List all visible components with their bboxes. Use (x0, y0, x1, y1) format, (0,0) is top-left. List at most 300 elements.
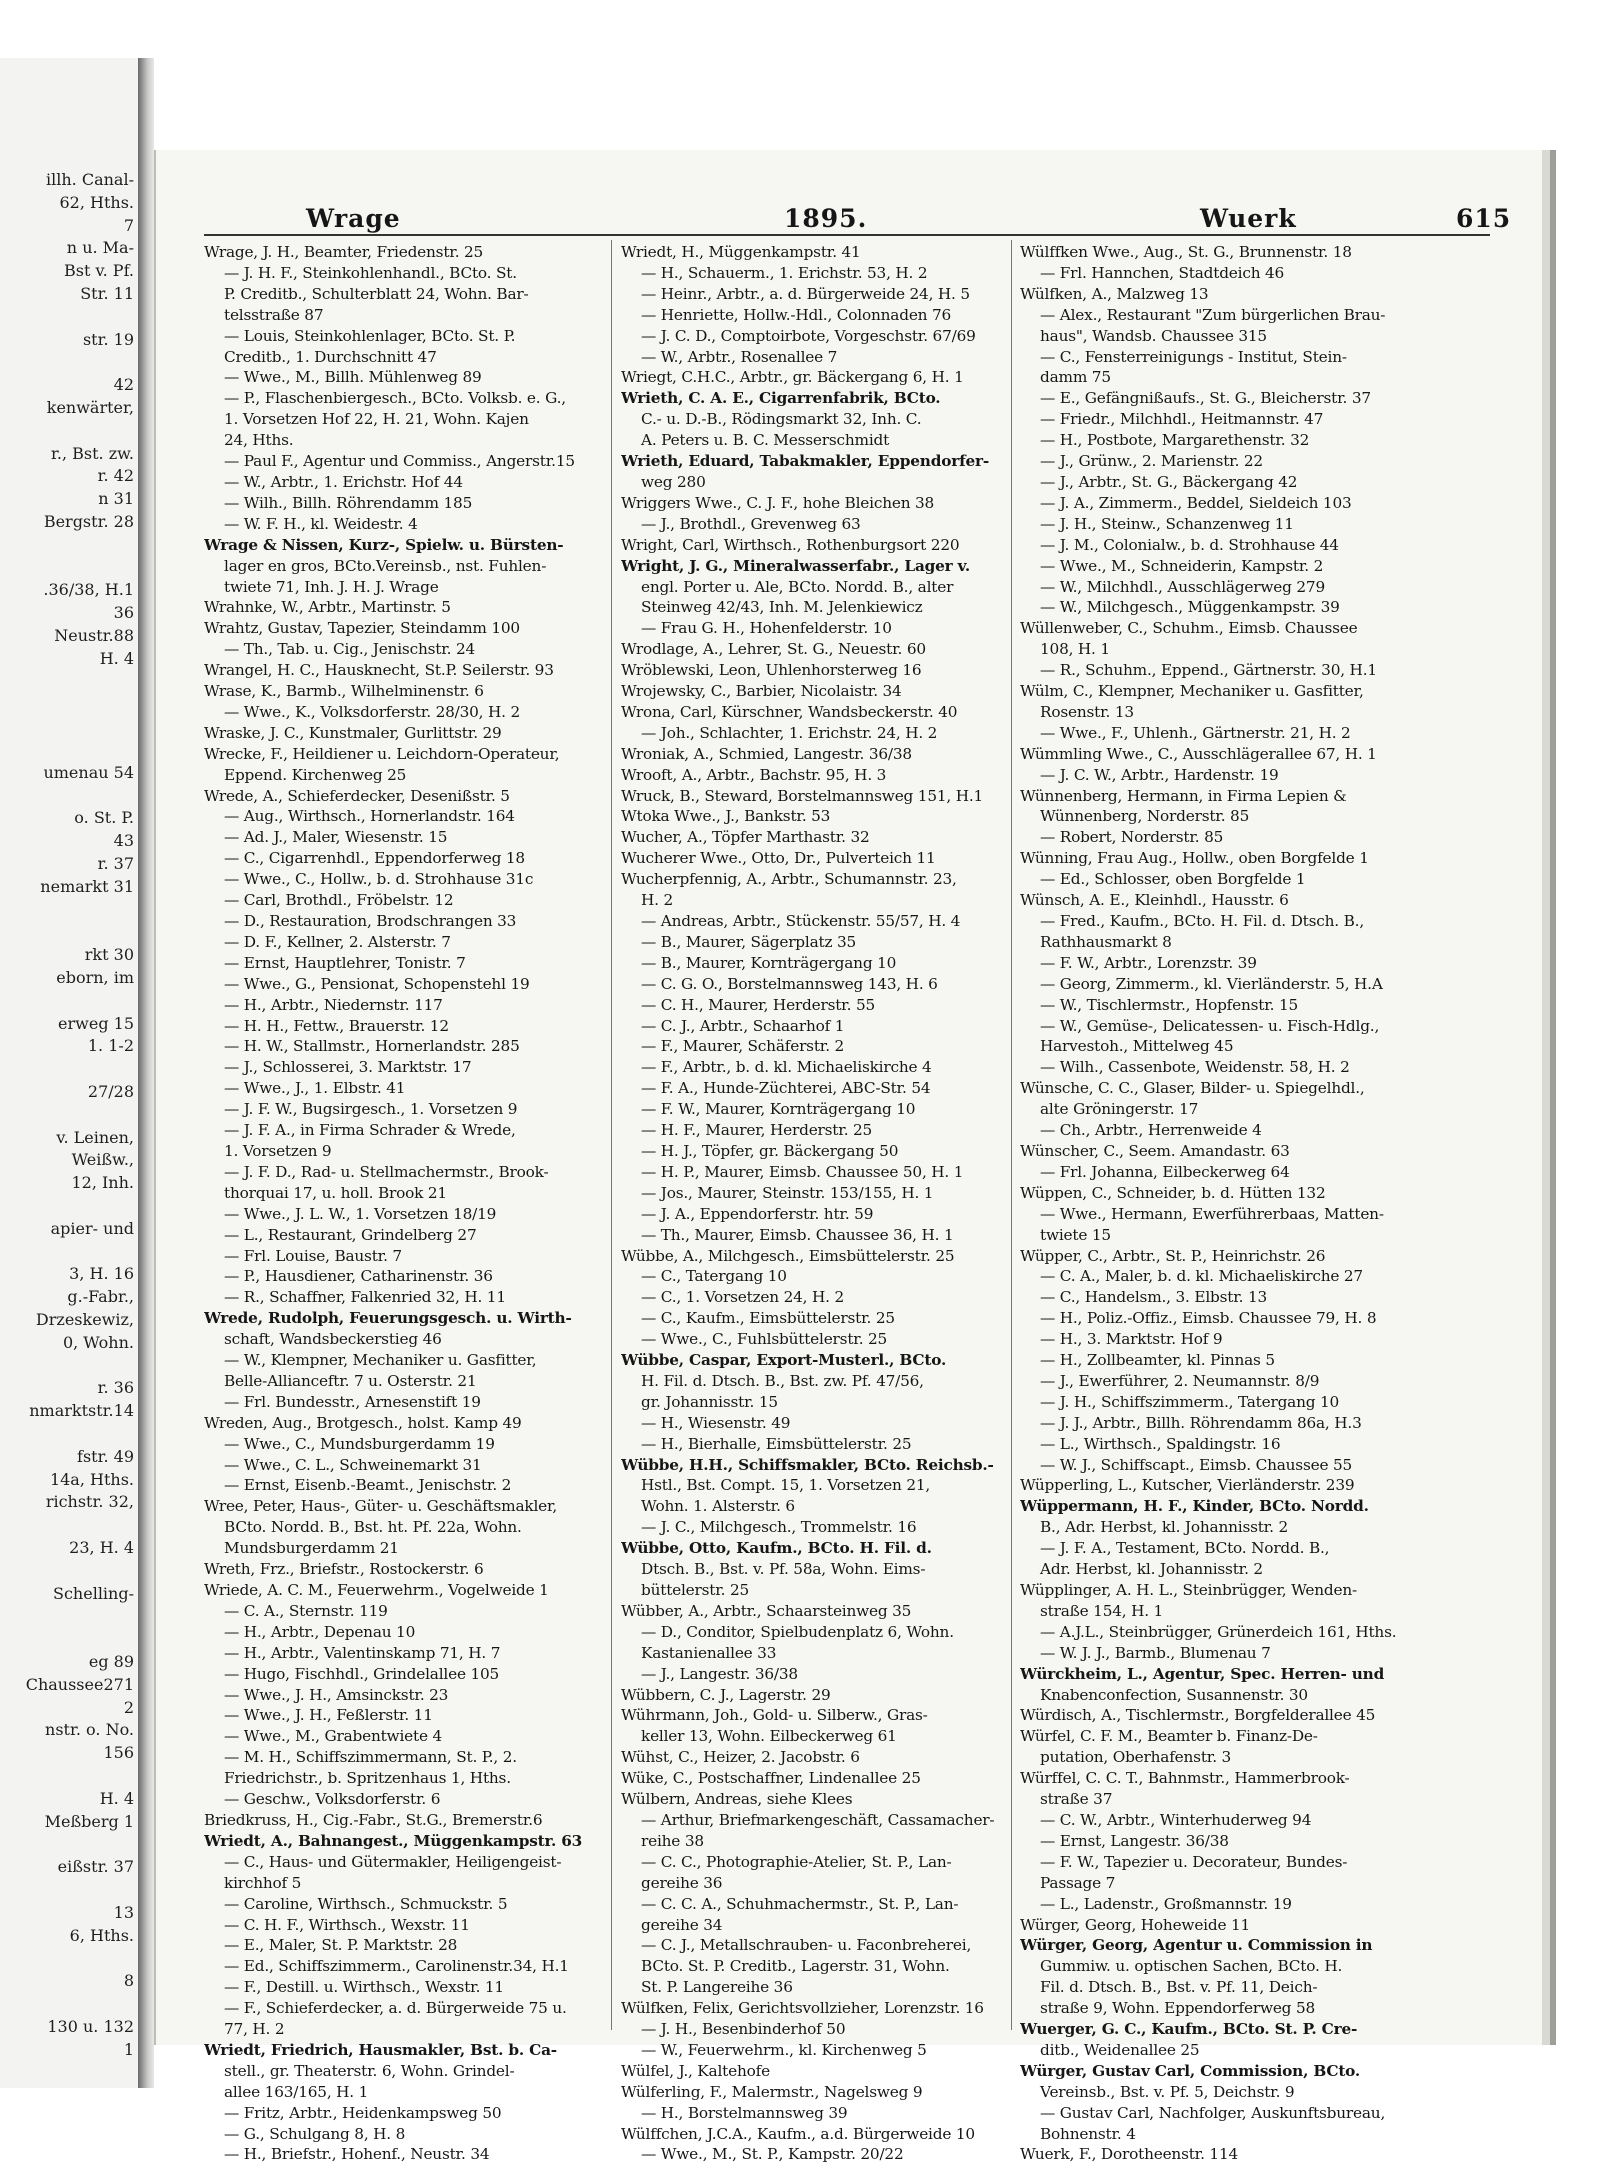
directory-entry-line: lager en gros, BCto.Vereinsb., nst. Fuhlen- (224, 556, 547, 575)
directory-entry-line: Wülferling, F., Malermstr., Nagelsweg 9 (621, 2082, 923, 2101)
directory-entry-line: Wriede, A. C. M., Feuerwehrm., Vogelweide 1 (204, 1581, 549, 1599)
prev-page-line: 14a, Hths. (49, 1469, 134, 1489)
directory-entry-line: — Frau G. H., Hohenfelderstr. 10 (641, 619, 892, 638)
directory-entry-line: Würfel, C. F. M., Beamter b. Finanz-De- (1020, 1727, 1318, 1746)
directory-entry-line: Wrahnke, W., Arbtr., Martinstr. 5 (204, 598, 451, 617)
directory-entry-line: — B., Maurer, Kornträgergang 10 (641, 953, 897, 972)
directory-entry-line: — Wwe., K., Volksdorferstr. 28/30, H. 2 (224, 702, 520, 721)
prev-page-line: richstr. 32, (45, 1492, 134, 1512)
prev-page-line (0, 307, 134, 327)
directory-entry-line: Knabenconfection, Susannenstr. 30 (1040, 1685, 1308, 1704)
prev-page-line: Weißw., (71, 1150, 134, 1170)
directory-entry-line: Wroniak, A., Schmied, Langestr. 36/38 (621, 744, 912, 763)
directory-entry-line: Rosenstr. 13 (1040, 702, 1134, 721)
directory-entry-line: straße 9, Wohn. Eppendorferweg 58 (1040, 1999, 1316, 2018)
directory-entry-line: — H., Zollbeamter, kl. Pinnas 5 (1040, 1351, 1275, 1370)
directory-entry-line: Wrona, Carl, Kürschner, Wandsbeckerstr. 40 (621, 702, 958, 721)
directory-entry-line: — Wwe., M., Grabentwiete 4 (224, 1727, 442, 1746)
directory-entry-line: — J. C. D., Comptoirbote, Vorgeschstr. 67/69 (641, 326, 976, 345)
directory-entry-line: — C., Tatergang 10 (641, 1267, 787, 1286)
prev-page-line: kenwärter, (46, 398, 134, 417)
directory-entry-line: — C., Kaufm., Eimsbüttelerstr. 25 (641, 1309, 895, 1328)
prev-page-line (0, 1059, 134, 1079)
directory-entry-line: Wrage, J. H., Beamter, Friedenstr. 25 (204, 243, 484, 261)
directory-entry-line: Wright, J. G., Mineralwasserfabr., Lager v. (621, 556, 970, 575)
directory-entry-line: Würffel, C. C. T., Bahnmstr., Hammerbrook- (1020, 1769, 1350, 1788)
directory-entry-line: — Wwe., M., Billh. Mühlenweg 89 (224, 368, 482, 387)
directory-entry-line: — R., Schuhm., Eppend., Gärtnerstr. 30, H.1 (1040, 661, 1377, 680)
prev-page-line: 130 u. 132 (47, 2016, 134, 2036)
directory-entry-line: — Ernst, Hauptlehrer, Tonistr. 7 (224, 953, 466, 972)
directory-entry-line: Wruck, B., Steward, Borstelmannsweg 151, H.1 (621, 786, 984, 805)
prev-page-line (0, 1948, 134, 1968)
prev-page-line (0, 1424, 134, 1444)
directory-entry-line: haus", Wandsb. Chaussee 315 (1040, 326, 1267, 345)
directory-page (154, 150, 1542, 2164)
directory-entry-line: Wünsch, A. E., Kleinhdl., Hausstr. 6 (1020, 891, 1289, 910)
column-divider (611, 240, 612, 2030)
directory-entry-line: — J. C. W., Arbtr., Hardenstr. 19 (1040, 765, 1279, 784)
directory-entry-line: Wraske, J. C., Kunstmaler, Gurlittstr. 29 (204, 723, 502, 742)
directory-entry-line: Wohn. 1. Alsterstr. 6 (641, 1497, 795, 1516)
directory-entry-line: Wuerger, G. C., Kaufm., BCto. St. P. Cre- (1020, 2020, 1358, 2039)
directory-entry-line: — W., Arbtr., Rosenallee 7 (641, 347, 838, 366)
directory-entry-line: — R., Schaffner, Falkenried 32, H. 11 (224, 1288, 506, 1307)
directory-entry-line: straße 37 (1040, 1790, 1113, 1809)
prev-page-line: o. St. P. (74, 808, 134, 828)
directory-entry-line: Wucher, A., Töpfer Marthastr. 32 (621, 828, 870, 847)
directory-entry-line: — C. G. O., Borstelmannsweg 143, H. 6 (641, 974, 938, 993)
directory-entry-line: — H., Poliz.-Offiz., Eimsb. Chaussee 79, H. 8 (1040, 1309, 1377, 1328)
directory-entry-line: Mundsburgerdamm 21 (224, 1539, 399, 1558)
directory-entry-line: Wrahtz, Gustav, Tapezier, Steindamm 100 (204, 619, 520, 638)
directory-entry-line: keller 13, Wohn. Eilbeckerweg 61 (641, 1727, 897, 1746)
prev-page-line: r. 42 (97, 466, 134, 486)
directory-entry-line: — Paul F., Agentur und Commiss., Angerstr.15 (224, 452, 575, 471)
directory-entry-line: Wriedt, Friedrich, Hausmakler, Bst. b. Ca- (204, 2040, 557, 2059)
directory-entry-line: Wüppermann, H. F., Kinder, BCto. Nordd. (1020, 1497, 1369, 1516)
directory-entry-line: — Robert, Norderstr. 85 (1040, 828, 1224, 847)
directory-entry-line: — Wwe., J. H., Amsinckstr. 23 (224, 1685, 449, 1704)
directory-entry-line: Wübbe, Otto, Kaufm., BCto. H. Fil. d. (621, 1539, 932, 1558)
directory-entry-line: — H. P., Maurer, Eimsb. Chaussee 50, H. 1 (641, 1162, 964, 1181)
directory-entry-line: BCto. Nordd. B., Bst. ht. Pf. 22a, Wohn. (224, 1518, 522, 1537)
prev-page-line: Neustr.88 (54, 626, 134, 645)
directory-entry-line: Wrecke, F., Heildiener u. Leichdorn-Operateur, (204, 744, 560, 763)
directory-entry-line: — Caroline, Wirthsch., Schmuckstr. 5 (224, 1894, 508, 1913)
directory-entry-line: Wröblewski, Leon, Uhlenhorsterweg 16 (621, 661, 922, 680)
directory-entry-line: — Wwe., J. L. W., 1. Vorsetzen 18/19 (224, 1204, 497, 1223)
directory-entry-line: — J. J., Arbtr., Billh. Röhrendamm 86a, H.3 (1040, 1413, 1362, 1432)
directory-entry-line: — Arthur, Briefmarkengeschäft, Cassamacher- (641, 1810, 995, 1829)
directory-entry-line: — H., Schauerm., 1. Erichstr. 53, H. 2 (641, 263, 928, 282)
directory-entry-line: telsstraße 87 (224, 305, 324, 324)
directory-entry-line: — J. H., Schiffszimmerm., Tatergang 10 (1040, 1392, 1340, 1411)
directory-entry-line: Wreth, Frz., Briefstr., Rostockerstr. 6 (204, 1560, 484, 1579)
directory-entry-line: Wreden, Aug., Brotgesch., holst. Kamp 49 (204, 1413, 522, 1432)
prev-page-line: r. 37 (97, 854, 134, 873)
prev-page-line: Schelling- (53, 1583, 134, 1603)
directory-entry-line: — Gustav Carl, Nachfolger, Auskunftsbureau, (1040, 2103, 1386, 2122)
page-number: 615 (1456, 204, 1512, 233)
prev-page-line: n u. Ma- (66, 238, 134, 258)
directory-entry-line: — H., 3. Marktstr. Hof 9 (1040, 1330, 1223, 1349)
directory-entry-line: Würger, Georg, Hoheweide 11 (1020, 1915, 1251, 1934)
directory-entry-line: — Wilh., Cassenbote, Weidenstr. 58, H. 2 (1040, 1058, 1350, 1077)
directory-entry-line: — J., Ewerführer, 2. Neumannstr. 8/9 (1040, 1371, 1320, 1390)
directory-entry-line: Wülbern, Andreas, siehe Klees (621, 1790, 853, 1809)
directory-entry-line: Wright, Carl, Wirthsch., Rothenburgsort 220 (621, 535, 960, 554)
directory-entry-line: — C., Cigarrenhdl., Eppendorferweg 18 (224, 849, 525, 868)
directory-entry-line: — H. W., Stallmstr., Hornerlandstr. 285 (224, 1037, 520, 1056)
directory-entry-line: straße 154, H. 1 (1040, 1601, 1164, 1620)
directory-entry-line: — Wwe., F., Uhlenh., Gärtnerstr. 21, H. 2 (1040, 723, 1351, 742)
directory-entry-line: C.- u. D.-B., Rödingsmarkt 32, Inh. C. (641, 410, 922, 429)
prev-page-line (0, 991, 134, 1011)
directory-entry-line: Wührmann, Joh., Gold- u. Silberw., Gras- (621, 1706, 928, 1725)
directory-entry-line: — J. F. A., Testament, BCto. Nordd. B., (1040, 1539, 1330, 1558)
directory-entry-line: — Joh., Schlachter, 1. Erichstr. 24, H. 2 (641, 723, 938, 742)
directory-entry-line: Wübber, A., Arbtr., Schaarsteinweg 35 (621, 1601, 912, 1620)
directory-entry-line: Kastanienallee 33 (641, 1643, 777, 1662)
directory-entry-line: H. Fil. d. Dtsch. B., Bst. zw. Pf. 47/56, (641, 1371, 924, 1390)
directory-entry-line: Wrase, K., Barmb., Wilhelminenstr. 6 (204, 682, 484, 701)
directory-entry-line: — F., Arbtr., b. d. kl. Michaeliskirche 4 (641, 1058, 932, 1077)
prev-page-line: nmarktstr.14 (29, 1401, 134, 1421)
directory-entry-line: — L., Ladenstr., Großmannstr. 19 (1040, 1894, 1292, 1913)
prev-page-line (0, 535, 134, 555)
prev-page-line: 7 (123, 215, 134, 235)
directory-entry-line: Wriedt, A., Bahnangest., Müggenkampstr. 63 (204, 1831, 583, 1850)
prev-page-line (0, 558, 134, 578)
directory-entry-line: engl. Porter u. Ale, BCto. Nordd. B., alter (641, 577, 954, 596)
directory-entry-line: — Wwe., C. L., Schweinemarkt 31 (224, 1455, 482, 1474)
directory-entry-line: — J., Brothdl., Grevenweg 63 (641, 514, 861, 533)
directory-entry-line: gr. Johannisstr. 15 (641, 1392, 778, 1411)
directory-entry-line: Wüppen, C., Schneider, b. d. Hütten 132 (1020, 1183, 1326, 1202)
directory-entry-line: — C., 1. Vorsetzen 24, H. 2 (641, 1288, 844, 1307)
prev-page-line (0, 1994, 134, 2014)
directory-entry-line: — C., Fensterreinigungs - Institut, Stein- (1040, 347, 1347, 366)
directory-entry-line: Wrooft, A., Arbtr., Bachstr. 95, H. 3 (621, 765, 887, 784)
directory-entry-line: Wübbe, H.H., Schiffsmakler, BCto. Reichsb.- (621, 1455, 994, 1474)
directory-entry-line: Würger, Gustav Carl, Commission, BCto. (1020, 2061, 1361, 2080)
directory-entry-line: Rathhausmarkt 8 (1040, 932, 1172, 951)
directory-entry-line: — H., Wiesenstr. 49 (641, 1413, 791, 1432)
directory-entry-line: — J. F. D., Rad- u. Stellmachermstr., Brook- (224, 1162, 549, 1181)
prev-page-line: r., Bst. zw. (50, 443, 134, 463)
directory-entry-line: — J. H. F., Steinkohlenhandl., BCto. St. (224, 263, 517, 282)
directory-entry-line: Eppend. Kirchenweg 25 (224, 765, 407, 784)
directory-entry-line: — Hugo, Fischhdl., Grindelallee 105 (224, 1664, 500, 1683)
running-head-left: Wrage (306, 204, 401, 233)
directory-entry-line: Wrangel, H. C., Hausknecht, St.P. Seilerstr. 93 (204, 661, 554, 680)
directory-entry-line: — Louis, Steinkohlenlager, BCto. St. P. (224, 326, 516, 345)
prev-page-line: 43 (113, 831, 134, 851)
directory-entry-line: — F., Schieferdecker, a. d. Bürgerweide 75 u. (224, 1999, 567, 2018)
prev-page-line: 12, Inh. (71, 1173, 134, 1193)
directory-entry-line: — Andreas, Arbtr., Stückenstr. 55/57, H. 4 (641, 912, 961, 930)
directory-entry-line: Wühst, C., Heizer, 2. Jacobstr. 6 (621, 1748, 860, 1767)
directory-entry-line: — F. W., Arbtr., Lorenzstr. 39 (1040, 953, 1257, 972)
directory-entry-line: — C. H. F., Wirthsch., Wexstr. 11 (224, 1915, 470, 1934)
directory-entry-line: Wüpplinger, A. H. L., Steinbrügger, Wenden- (1020, 1581, 1357, 1599)
directory-entry-line: — H., Borstelmannsweg 39 (641, 2103, 848, 2122)
directory-entry-line: — Ed., Schlosser, oben Borgfelde 1 (1040, 870, 1306, 889)
directory-entry-line: — C. C. A., Schuhmachermstr., St. P., Lan- (641, 1894, 959, 1913)
directory-entry-line: Wülffken Wwe., Aug., St. G., Brunnenstr. 18 (1020, 243, 1352, 261)
directory-entry-line: — J. A., Zimmerm., Beddel, Sieldeich 103 (1040, 493, 1352, 512)
directory-entry-line: gereihe 36 (641, 1873, 723, 1892)
prev-page-line: 1 (123, 2039, 134, 2059)
directory-entry-line: — G., Schulgang 8, H. 8 (224, 2124, 406, 2143)
directory-entry-line: 108, H. 1 (1040, 640, 1110, 659)
prev-page-line: fstr. 49 (77, 1446, 134, 1466)
directory-entry-line: Wrieth, Eduard, Tabakmakler, Eppendorfer- (621, 452, 989, 471)
directory-entry-line: Wünnenberg, Hermann, in Firma Lepien & (1020, 786, 1347, 805)
directory-entry-line: — Wwe., M., Schneiderin, Kampstr. 2 (1040, 556, 1324, 575)
directory-entry-line: 1. Vorsetzen Hof 22, H. 21, Wohn. Kajen (224, 410, 529, 429)
prev-page-line: 42 (113, 375, 134, 395)
directory-entry-line: — F., Maurer, Schäferstr. 2 (641, 1037, 845, 1056)
prev-page-line: Bergstr. 28 (43, 512, 134, 531)
directory-entry-line: — Fred., Kaufm., BCto. H. Fil. d. Dtsch. B., (1040, 912, 1364, 930)
prev-page-line: Meßberg 1 (44, 1811, 134, 1831)
directory-entry-line: — D. F., Kellner, 2. Alsterstr. 7 (224, 932, 451, 951)
directory-entry-line: kirchhof 5 (224, 1873, 302, 1892)
directory-entry-line: — Geschw., Volksdorferstr. 6 (224, 1790, 441, 1809)
directory-entry-line: Briedkruss, H., Cig.-Fabr., St.G., Bremerstr.6 (204, 1810, 543, 1829)
directory-entry-line: Wübbe, A., Milchgesch., Eimsbüttelerstr. 25 (621, 1246, 955, 1265)
directory-entry-line: — Th., Tab. u. Cig., Jenischstr. 24 (224, 640, 476, 659)
prev-page-line: eborn, im (56, 968, 134, 987)
directory-entry-line: — C. J., Arbtr., Schaarhof 1 (641, 1016, 845, 1035)
directory-entry-line: Wuerk, F., Dorotheenstr. 114 (1020, 2145, 1239, 2164)
directory-entry-line: — H., Briefstr., Hohenf., Neustr. 34 (224, 2145, 490, 2164)
directory-entry-line: — J. H., Steinw., Schanzenweg 11 (1040, 514, 1294, 533)
directory-entry-line: — A.J.L., Steinbrügger, Grünerdeich 161, Hths. (1040, 1622, 1397, 1641)
running-head-year: 1895. (784, 204, 868, 233)
directory-entry-line: — D., Restauration, Brodschrangen 33 (224, 912, 517, 930)
running-head-right: Wuerk (1200, 204, 1297, 233)
directory-entry-line: — C. A., Maler, b. d. kl. Michaeliskirche 27 (1040, 1267, 1363, 1286)
directory-entry-line: — J., Grünw., 2. Marienstr. 22 (1040, 452, 1263, 471)
directory-entry-line: Creditb., 1. Durchschnitt 47 (224, 347, 437, 366)
prev-page-line (0, 1766, 134, 1786)
prev-page-line: nemarkt 31 (40, 876, 134, 896)
prev-page-line (0, 1105, 134, 1125)
directory-entry-line: Wtoka Wwe., J., Bankstr. 53 (621, 807, 831, 826)
header-rule (204, 234, 1490, 236)
directory-entry-line: — H., Arbtr., Depenau 10 (224, 1622, 416, 1641)
directory-entry-line: — H., Arbtr., Niedernstr. 117 (224, 995, 443, 1014)
directory-entry-line: — Ernst, Eisenb.-Beamt., Jenischstr. 2 (224, 1476, 512, 1495)
directory-entry-line: Wrede, Rudolph, Feuerungsgesch. u. Wirth- (204, 1309, 572, 1328)
prev-page-line: illh. Canal- (46, 170, 134, 189)
directory-entry-line: — Wwe., J. H., Feßlerstr. 11 (224, 1706, 433, 1725)
column-1 (204, 242, 604, 2165)
directory-entry-line: — W., Milchgesch., Müggenkampstr. 39 (1040, 598, 1340, 617)
directory-entry-line: Gummiw. u. optischen Sachen, BCto. H. (1040, 1957, 1343, 1976)
directory-entry-line: — H., Arbtr., Valentinskamp 71, H. 7 (224, 1643, 501, 1662)
directory-entry-line: A. Peters u. B. C. Messerschmidt (641, 431, 890, 450)
directory-entry-line: — J. A., Eppendorferstr. htr. 59 (641, 1204, 874, 1223)
prev-page-line: 13 (113, 1902, 134, 1922)
directory-entry-line: Wülfel, J., Kaltehofe (621, 2061, 770, 2080)
prev-page-line: 3, H. 16 (69, 1264, 134, 1284)
directory-entry-line: — W., Arbtr., 1. Erichstr. Hof 44 (224, 472, 463, 491)
directory-entry-line: — H. J., Töpfer, gr. Bäckergang 50 (641, 1141, 899, 1160)
directory-entry-line: Wüpperling, L., Kutscher, Vierländerstr. 239 (1020, 1476, 1355, 1495)
directory-entry-line: — Wwe., C., Fuhlsbüttelerstr. 25 (641, 1330, 888, 1349)
directory-entry-line: — Henriette, Hollw.-Hdl., Colonnaden 76 (641, 305, 952, 324)
directory-entry-line: — W. J. J., Barmb., Blumenau 7 (1040, 1643, 1271, 1662)
directory-entry-line: Wülfken, A., Malzweg 13 (1020, 284, 1209, 303)
directory-entry-line: — W. J., Schiffscapt., Eimsb. Chaussee 55 (1040, 1455, 1353, 1474)
prev-page-line: 2 (123, 1697, 134, 1717)
book-gutter (138, 58, 154, 2088)
prev-page-line: 23, H. 4 (69, 1538, 134, 1557)
directory-entry-line: Wriggers Wwe., C. J. F., hohe Bleichen 38 (621, 493, 935, 512)
directory-entry-line: Wucherer Wwe., Otto, Dr., Pulverteich 11 (621, 849, 936, 868)
directory-entry-line: büttelerstr. 25 (641, 1581, 750, 1599)
directory-entry-line: Wübbe, Caspar, Export-Musterl., BCto. (621, 1351, 947, 1370)
directory-entry-line: — E., Gefängnißaufs., St. G., Bleicherstr. 37 (1040, 389, 1371, 408)
directory-entry-line: — Ad. J., Maler, Wiesenstr. 15 (224, 828, 448, 847)
directory-entry-line: — Wwe., G., Pensionat, Schopenstehl 19 (224, 974, 530, 993)
prev-page-line (0, 694, 134, 714)
prev-page-line: erweg 15 (58, 1013, 134, 1033)
directory-entry-line: Würger, Georg, Agentur u. Commission in (1020, 1936, 1373, 1955)
directory-entry-line: — C. H., Maurer, Herderstr. 55 (641, 995, 876, 1014)
directory-entry-line: — Frl. Hannchen, Stadtdeich 46 (1040, 263, 1285, 282)
directory-entry-line: Wucherpfennig, A., Arbtr., Schumannstr. 23, (621, 870, 957, 889)
prev-page-line: v. Leinen, (56, 1127, 134, 1147)
prev-page-line: umenau 54 (43, 762, 134, 782)
directory-entry-line: Passage 7 (1040, 1873, 1116, 1892)
directory-entry-line: Steinweg 42/43, Inh. M. Jelenkiewicz (641, 598, 923, 617)
directory-entry-line: Würdisch, A., Tischlermstr., Borgfelderallee 45 (1020, 1706, 1376, 1725)
prev-page-line (0, 1880, 134, 1900)
directory-entry-line: — H., Postbote, Margarethenstr. 32 (1040, 431, 1310, 450)
prev-page-line: 36 (113, 603, 134, 623)
prev-page-line (0, 900, 134, 920)
directory-entry-line: 1. Vorsetzen 9 (224, 1141, 332, 1160)
directory-entry-line: Wüpper, C., Arbtr., St. P., Heinrichstr. 26 (1020, 1246, 1326, 1265)
prev-page-line: 0, Wohn. (62, 1332, 134, 1352)
directory-entry-line: — Alex., Restaurant "Zum bürgerlichen Brau- (1040, 305, 1386, 324)
prev-page-line: str. 19 (82, 329, 134, 349)
prev-page-line: n 31 (98, 489, 134, 509)
directory-entry-line: — J. F. A., in Firma Schrader & Wrede, (224, 1121, 516, 1140)
directory-entry-line: alte Gröningerstr. 17 (1040, 1100, 1199, 1119)
directory-entry-line: Wünning, Frau Aug., Hollw., oben Borgfelde 1 (1020, 849, 1369, 868)
directory-entry-line: ditb., Weidenallee 25 (1040, 2040, 1200, 2059)
directory-entry-line: — B., Maurer, Sägerplatz 35 (641, 932, 857, 951)
prev-page-line: H. 4 (99, 648, 134, 668)
prev-page-line: 6, Hths. (69, 1925, 134, 1945)
directory-entry-line: — F., Destill. u. Wirthsch., Wexstr. 11 (224, 1978, 504, 1997)
column-3 (1020, 242, 1442, 2165)
directory-entry-line: Wünnenberg, Norderstr. 85 (1040, 807, 1250, 826)
directory-entry-line: BCto. St. P. Creditb., Lagerstr. 31, Wohn. (641, 1957, 950, 1976)
prev-page-line: rkt 30 (84, 945, 134, 965)
directory-entry-line: — Wwe., Hermann, Ewerführerbaas, Matten- (1040, 1204, 1384, 1223)
prev-page-line: Chaussee271 (25, 1674, 134, 1694)
directory-entry-line: — Georg, Zimmerm., kl. Vierländerstr. 5, H.A (1040, 974, 1383, 993)
prev-page-line: r. 36 (97, 1378, 134, 1398)
prev-page-line (0, 717, 134, 737)
directory-entry-line: Wülm, C., Klempner, Mechaniker u. Gasfitter, (1020, 682, 1364, 701)
directory-entry-line: — J. F. W., Bugsirgesch., 1. Vorsetzen 9 (224, 1100, 518, 1119)
prev-page-line: 8 (123, 1971, 134, 1991)
directory-entry-line: — Wwe., J., 1. Elbstr. 41 (224, 1079, 406, 1098)
prev-page-line (0, 1242, 134, 1262)
directory-entry-line: Adr. Herbst, kl. Johannisstr. 2 (1040, 1560, 1263, 1579)
directory-entry-line: Friedrichstr., b. Spritzenhaus 1, Hths. (224, 1769, 511, 1788)
prev-page-line (0, 1834, 134, 1854)
directory-entry-line: Wübbern, C. J., Lagerstr. 29 (621, 1685, 831, 1704)
prev-page-line (0, 1629, 134, 1649)
directory-entry-line: Vereinsb., Bst. v. Pf. 5, Deichstr. 9 (1040, 2082, 1295, 2101)
directory-entry-line: — C., Haus- und Gütermakler, Heiligengeist- (224, 1852, 562, 1871)
directory-entry-line: — Wwe., M., St. P., Kampstr. 20/22 (641, 2145, 904, 2164)
directory-entry-line: — P., Flaschenbiergesch., BCto. Volksb. e. G., (224, 389, 566, 408)
directory-entry-line: Wrage & Nissen, Kurz-, Spielw. u. Bürsten- (204, 535, 564, 554)
prev-page-line (0, 421, 134, 441)
directory-entry-line: — P., Hausdiener, Catharinenstr. 36 (224, 1267, 493, 1286)
directory-entry-line: Belle-Allianceftr. 7 u. Osterstr. 21 (224, 1371, 477, 1390)
directory-entry-line: Harvestoh., Mittelweg 45 (1040, 1037, 1234, 1056)
prev-page-line: 1. 1-2 (87, 1036, 134, 1056)
directory-entry-line: — W., Feuerwehrm., kl. Kirchenweg 5 (641, 2040, 927, 2059)
prev-page-line: eg 89 (88, 1652, 134, 1671)
directory-entry-line: — C. C., Photographie-Atelier, St. P., Lan- (641, 1852, 952, 1871)
directory-entry-line: — F. W., Tapezier u. Decorateur, Bundes- (1040, 1852, 1348, 1871)
directory-entry-line: Wriegt, C.H.C., Arbtr., gr. Bäckergang 6, H. 1 (621, 368, 964, 387)
directory-entry-line: — Wilh., Billh. Röhrendamm 185 (224, 493, 473, 512)
prev-page-line (0, 1515, 134, 1535)
directory-entry-line: — W., Klempner, Mechaniker u. Gasfitter, (224, 1351, 537, 1370)
directory-entry-line: — J., Schlosserei, 3. Marktstr. 17 (224, 1058, 472, 1077)
directory-entry-line: — Frl. Johanna, Eilbeckerweg 64 (1040, 1162, 1290, 1181)
directory-entry-line: — Heinr., Arbtr., a. d. Bürgerweide 24, H. 5 (641, 284, 970, 303)
prev-page-line (0, 1356, 134, 1376)
directory-entry-line: — M. H., Schiffszimmermann, St. P., 2. (224, 1748, 517, 1767)
directory-entry-line: St. P. Langereihe 36 (641, 1978, 793, 1997)
directory-entry-line: — F. A., Hunde-Züchterei, ABC-Str. 54 (641, 1079, 931, 1098)
directory-entry-line: Wünsche, C. C., Glaser, Bilder- u. Spiegelhdl., (1020, 1079, 1365, 1098)
directory-entry-line: — Aug., Wirthsch., Hornerlandstr. 164 (224, 807, 515, 826)
directory-entry-line: damm 75 (1040, 368, 1111, 387)
directory-entry-line: putation, Oberhafenstr. 3 (1040, 1748, 1232, 1767)
directory-entry-line: — H. H., Fettw., Brauerstr. 12 (224, 1016, 449, 1035)
directory-entry-line: Wrojewsky, C., Barbier, Nicolaistr. 34 (621, 682, 902, 701)
directory-entry-line: Wülffchen, J.C.A., Kaufm., a.d. Bürgerweide 10 (621, 2124, 975, 2143)
prev-page-line (0, 740, 134, 760)
prev-page-line: eißstr. 37 (57, 1857, 134, 1877)
directory-entry-line: Hstl., Bst. Compt. 15, 1. Vorsetzen 21, (641, 1476, 931, 1495)
directory-entry-line: — Jos., Maurer, Steinstr. 153/155, H. 1 (641, 1183, 934, 1202)
directory-entry-line: — Friedr., Milchhdl., Heitmannstr. 47 (1040, 410, 1324, 429)
directory-entry-line: allee 163/165, H. 1 (224, 2082, 369, 2101)
directory-entry-line: Wrede, A., Schieferdecker, Desenißstr. 5 (204, 786, 510, 805)
directory-entry-line: — Frl. Louise, Baustr. 7 (224, 1246, 402, 1265)
directory-entry-line: — C. J., Metallschrauben- u. Faconbreherei, (641, 1936, 972, 1955)
directory-entry-line: — W. F. H., kl. Weidestr. 4 (224, 514, 418, 533)
directory-entry-line: — W., Milchhdl., Ausschlägerweg 279 (1040, 577, 1325, 596)
directory-entry-line: — C. W., Arbtr., Winterhuderweg 94 (1040, 1810, 1312, 1829)
